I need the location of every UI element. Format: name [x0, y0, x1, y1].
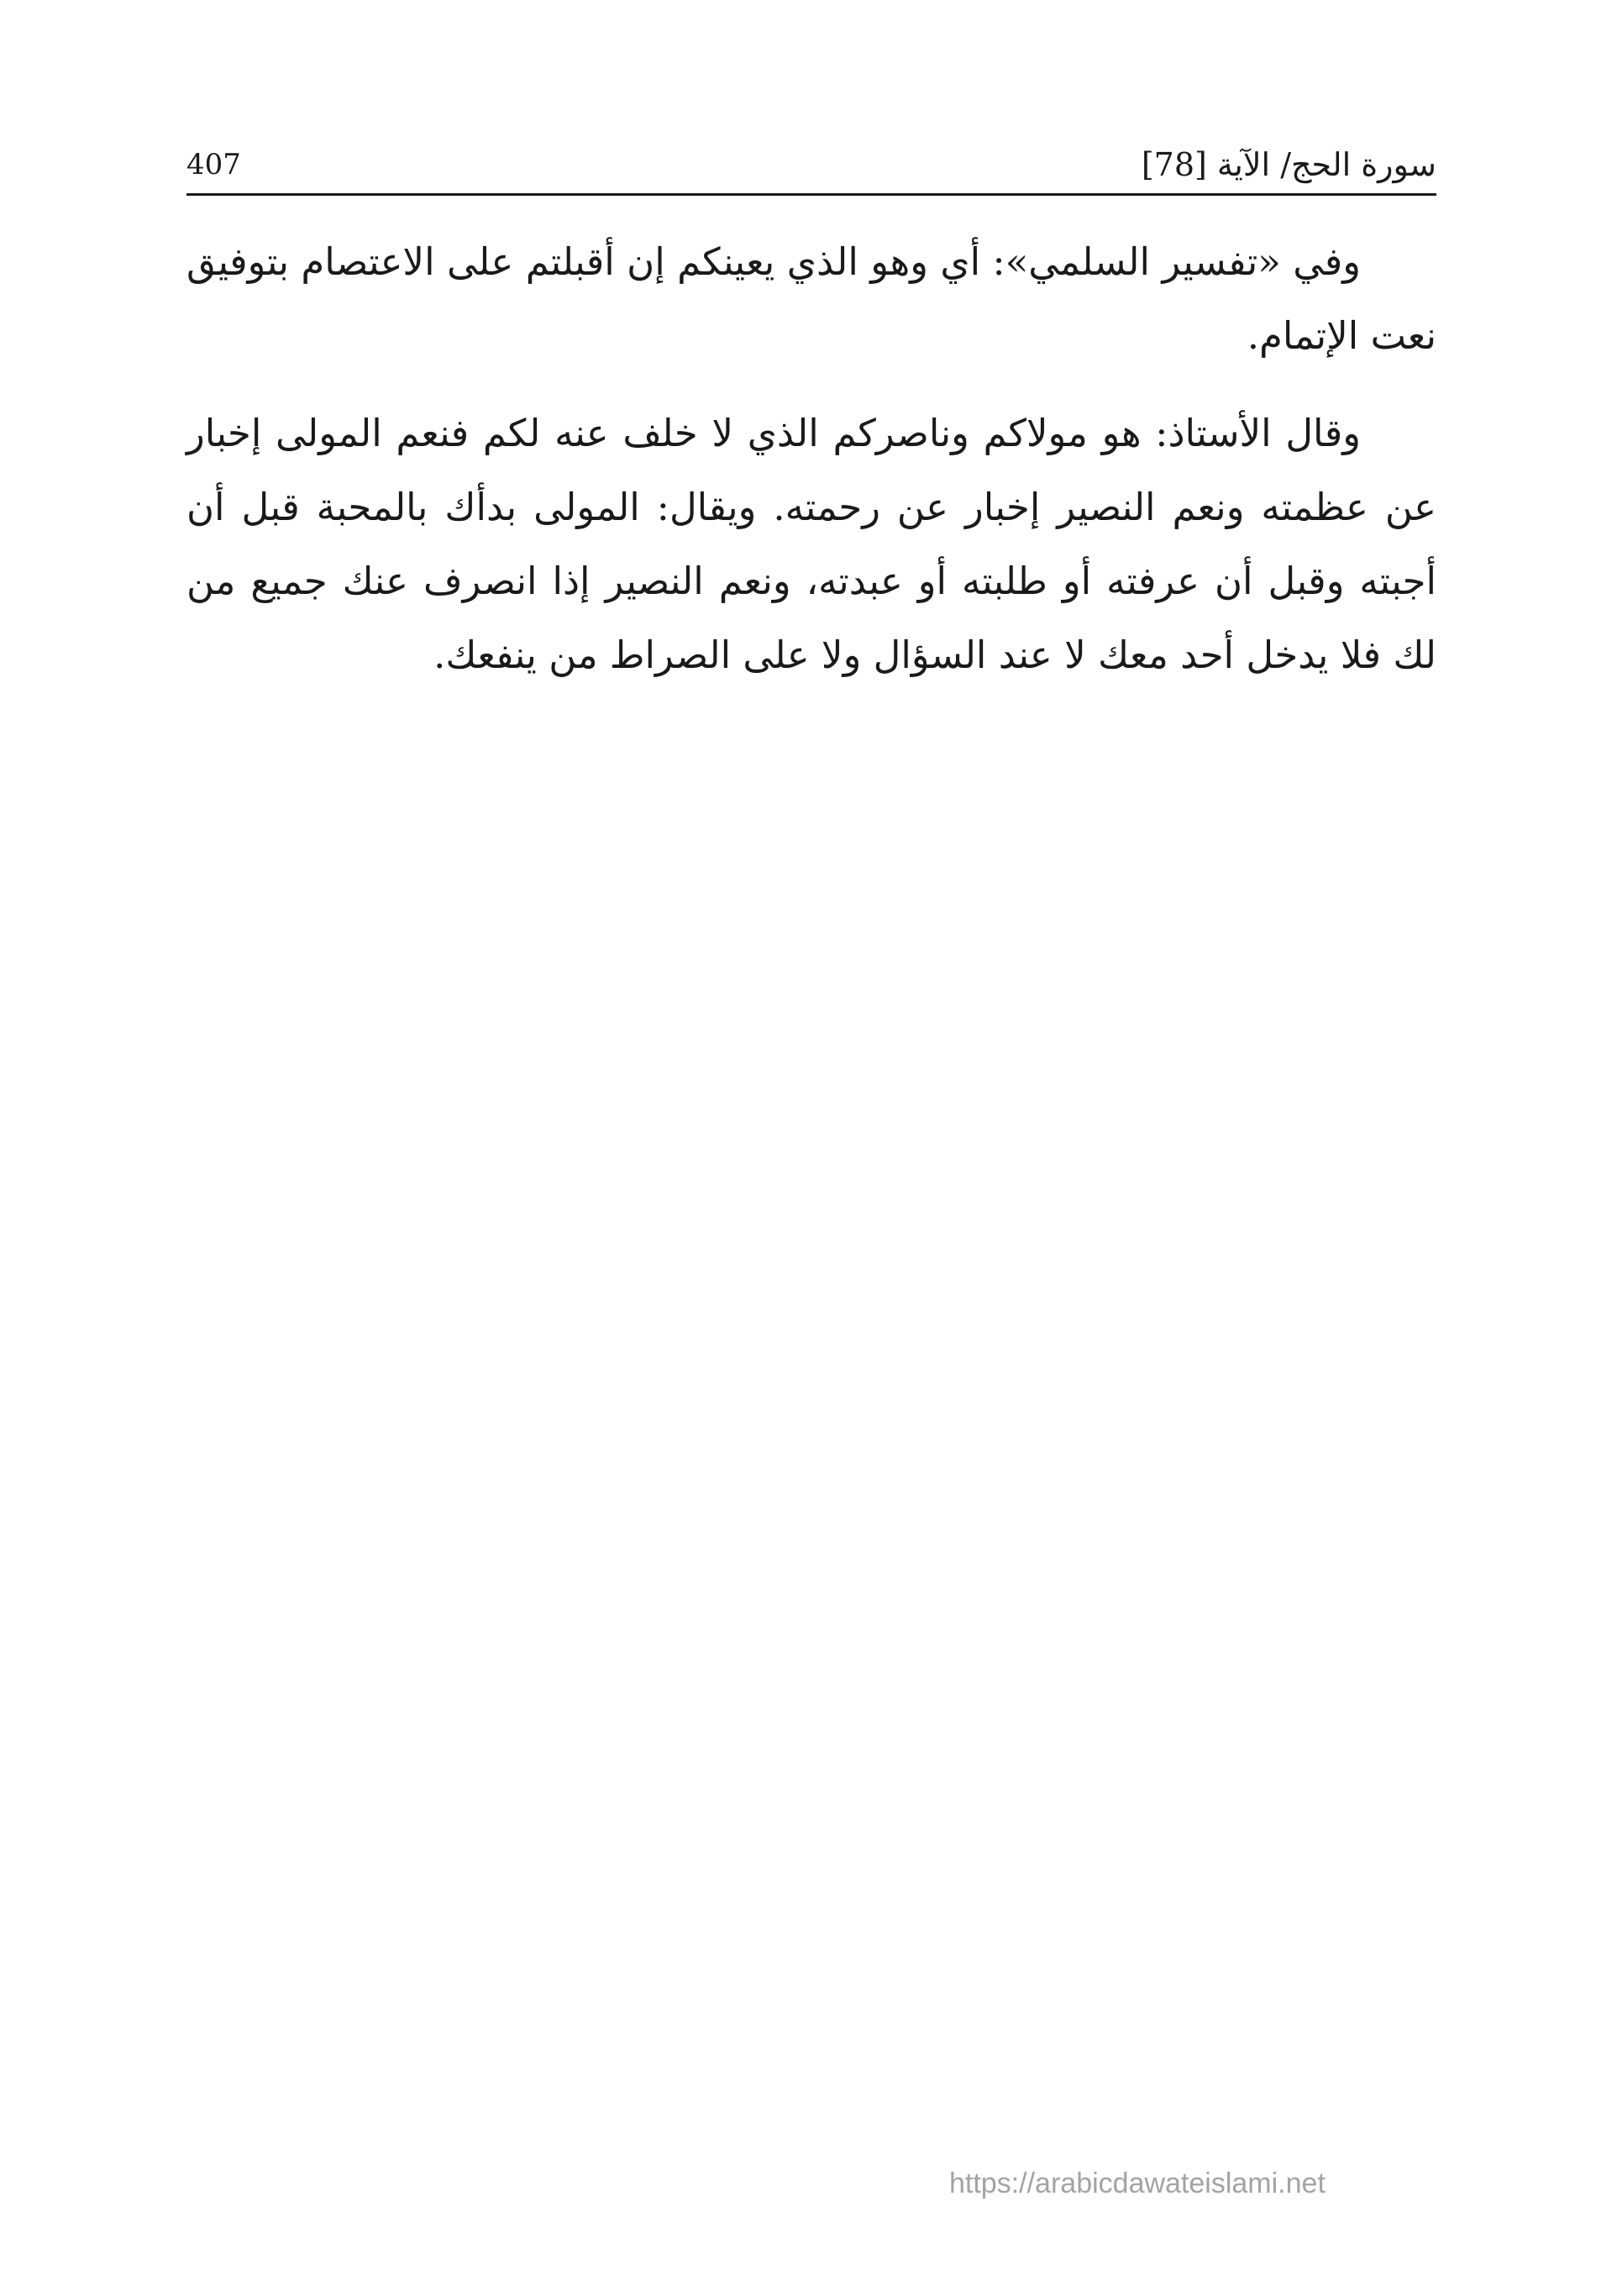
watermark-url: https://arabicdawateislami.net — [949, 2167, 1326, 2199]
paragraph-2: وقال الأستاذ: هو مولاكم وناصركم الذي لا خلف عنه لكم فنعم المولى إخبار عن عظمته ونعم النصير إخبار عن رحمته. ويقال: المولى بدأك بالمحبة قبل أن أجبته وقبل أن عرفته أو طلبته أو عبدته، ونعم النصير إذا انصرف عنك جميع من لك فلا يدخل أحد معك لا عند السؤال ولا على الصراط من ينفعك. — [186, 411, 1436, 677]
body-text — [186, 225, 1436, 716]
header-title: سورة الحج/ الآية [78] — [1141, 146, 1436, 183]
running-header — [186, 141, 1436, 188]
page-number: 407 — [186, 148, 241, 181]
header-rule — [186, 193, 1436, 196]
paragraph-1: وفي «تفسير السلمي»: أي وهو الذي يعينكم إن أقبلتم على الاعتصام بتوفيق نعت الإتمام. — [186, 239, 1436, 358]
